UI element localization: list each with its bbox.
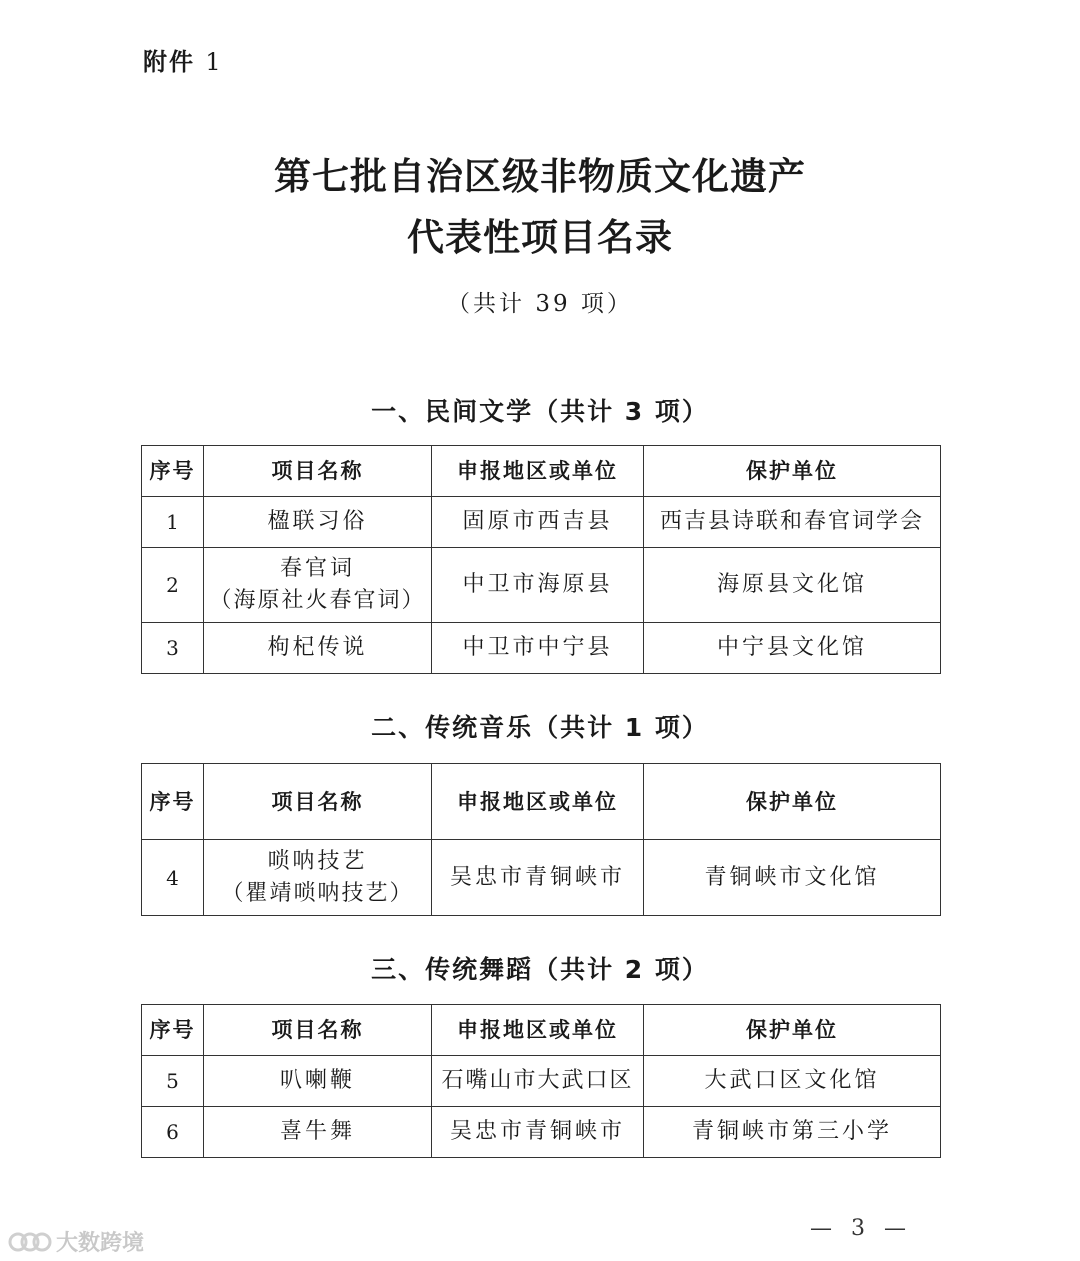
cell-name-sub: （海原社火春官词） (209, 588, 426, 613)
cell-unit: 青铜峡市文化馆 (644, 840, 941, 916)
watermark (8, 1226, 144, 1257)
cell-seq: 1 (142, 497, 204, 548)
page-title-line1: 第七批自治区级非物质文化遗产 (274, 155, 806, 198)
header-name: 项目名称 (204, 446, 432, 497)
cell-name: 叭喇鞭 (204, 1056, 432, 1107)
cell-region: 吴忠市青铜峡市 (432, 1107, 644, 1158)
cell-name-main: 唢呐技艺 (267, 848, 368, 874)
cell-unit: 大武口区文化馆 (644, 1056, 941, 1107)
header-unit: 保护单位 (644, 446, 941, 497)
cell-region: 固原市西吉县 (432, 497, 644, 548)
total-count: （共计 39 项） (447, 291, 633, 317)
page-title-line2: 代表性项目名录 (407, 216, 673, 259)
cell-unit: 海原县文化馆 (644, 548, 941, 623)
header-unit: 保护单位 (644, 1005, 941, 1056)
cell-name-sub: （瞿靖唢呐技艺） (221, 880, 414, 906)
cell-seq: 2 (142, 548, 204, 623)
header-seq: 序号 (142, 1005, 204, 1056)
section-title-folk-literature: 一、民间文学（共计 3 项） (371, 397, 709, 426)
cell-name: 喜牛舞 (204, 1107, 432, 1158)
cell-region: 石嘴山市大武口区 (432, 1056, 644, 1107)
header-seq: 序号 (142, 764, 204, 840)
watermark-logo-icon (8, 1230, 52, 1254)
attachment-label: 附件 1 (143, 48, 223, 76)
cell-unit: 青铜峡市第三小学 (644, 1107, 941, 1158)
header-name: 项目名称 (204, 1005, 432, 1056)
cell-region: 吴忠市青铜峡市 (432, 840, 644, 916)
cell-name: 枸杞传说 (204, 623, 432, 674)
cell-unit: 中宁县文化馆 (644, 623, 941, 674)
table-header-row (142, 446, 941, 497)
section-title-traditional-music: 二、传统音乐（共计 1 项） (371, 713, 709, 742)
header-unit: 保护单位 (644, 764, 941, 840)
cell-name-main: 春官词 (279, 556, 355, 581)
table-header-row (142, 764, 941, 840)
table-folk-literature (141, 445, 941, 674)
table-row (142, 1107, 941, 1158)
cell-region: 中卫市中宁县 (432, 623, 644, 674)
cell-seq: 5 (142, 1056, 204, 1107)
cell-unit: 西吉县诗联和春官词学会 (644, 497, 941, 548)
cell-name (204, 840, 432, 916)
cell-name (204, 548, 432, 623)
cell-seq: 6 (142, 1107, 204, 1158)
table-row (142, 548, 941, 623)
header-region: 申报地区或单位 (432, 446, 644, 497)
header-name: 项目名称 (204, 764, 432, 840)
table-row (142, 497, 941, 548)
watermark-text: 大数跨境 (56, 1231, 145, 1256)
table-row (142, 623, 941, 674)
cell-seq: 4 (142, 840, 204, 916)
cell-region: 中卫市海原县 (432, 548, 644, 623)
header-region: 申报地区或单位 (432, 1005, 644, 1056)
cell-seq: 3 (142, 623, 204, 674)
header-seq: 序号 (142, 446, 204, 497)
cell-name: 楹联习俗 (204, 497, 432, 548)
page-number: — 3 — (810, 1216, 912, 1241)
table-traditional-music (141, 763, 941, 916)
header-region: 申报地区或单位 (432, 764, 644, 840)
table-row (142, 840, 941, 916)
section-title-traditional-dance: 三、传统舞蹈（共计 2 项） (371, 955, 709, 984)
table-row (142, 1056, 941, 1107)
table-header-row (142, 1005, 941, 1056)
table-traditional-dance (141, 1004, 941, 1158)
